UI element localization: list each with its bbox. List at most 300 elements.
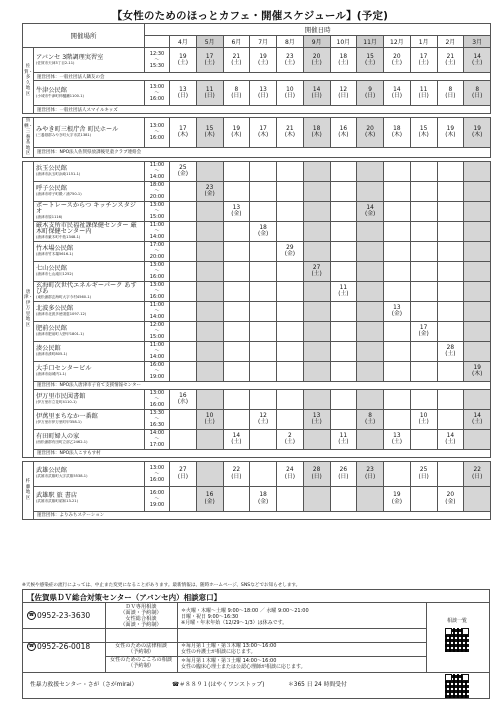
- mental-consult-label: 女性のためのこころの相談 （予約制）: [109, 657, 173, 669]
- venue-name: 七山公民館: [36, 264, 67, 272]
- page-title: 【女性のためのほっとカフェ・開催スケジュール】(予定): [111, 10, 389, 22]
- date-cell: [250, 321, 277, 341]
- operator-label: 運営団体：一般社団法人スマイルキッズ: [34, 106, 491, 114]
- date-cell: [250, 281, 277, 301]
- date-cell: 25 (日): [410, 461, 437, 486]
- venue-cell: [34, 261, 145, 281]
- date-cell: [357, 241, 384, 261]
- month-header: 1月: [410, 36, 437, 48]
- venue-cell: [34, 429, 145, 449]
- time-cell: 11:00 ～ 14:00: [145, 301, 170, 321]
- date-cell: [410, 429, 437, 449]
- dates-header: 開催日時: [145, 24, 491, 36]
- venue-header: 開催場所: [23, 24, 145, 48]
- date-cell: [330, 341, 357, 361]
- operator-label: 運営団体：よりみちステーション: [34, 511, 491, 519]
- date-cell: [303, 181, 330, 201]
- date-cell: [357, 321, 384, 341]
- date-cell: [357, 261, 384, 281]
- date-cell: [196, 281, 223, 301]
- time-cell: 13:00 ～ 16:00: [145, 261, 170, 281]
- legal-hours-info: ＊毎月第１土曜・第３木曜 13:00～16:00 女性の弁護士が相談に応じます。: [181, 643, 277, 656]
- table-row: [23, 201, 491, 221]
- date-cell: [250, 161, 277, 181]
- date-cell: 13 (金): [384, 301, 411, 321]
- date-cell: [330, 486, 357, 511]
- operator-label: 運営団体：NPO法人佐賀県放課後児童クラブ連絡会: [34, 147, 491, 157]
- date-cell: [170, 301, 197, 321]
- qr-code-icon[interactable]: [445, 628, 469, 652]
- date-cell: [330, 321, 357, 341]
- time-cell: 14:00 ～ 17:00: [145, 429, 170, 449]
- date-cell: [410, 221, 437, 241]
- venue-address: (唐津市呼子町殿ノ浦750-1): [36, 191, 82, 196]
- date-cell: [410, 161, 437, 181]
- month-header: 12月: [384, 36, 411, 48]
- date-cell: 11 (日): [196, 81, 223, 106]
- date-cell: 14 (土): [437, 429, 464, 449]
- date-cell: [223, 341, 250, 361]
- dv-consult-label: ＤＶ専用相談 （面談・予約制）: [120, 604, 162, 616]
- region-label: 杵藤地区: [23, 461, 34, 519]
- table-row: [23, 181, 491, 201]
- date-cell: [384, 161, 411, 181]
- date-cell: 15 (木): [196, 118, 223, 148]
- venue-name: みやき町三根庁舎 町民ホール: [36, 126, 119, 134]
- table-row: [23, 389, 491, 409]
- region-label: 鳥栖・三養基地区: [24, 118, 33, 156]
- date-cell: [223, 301, 250, 321]
- venue-cell: [34, 48, 145, 73]
- date-cell: [410, 486, 437, 511]
- date-cell: [250, 389, 277, 409]
- operator-label: 運営団体：NPO法人唐津市子育て支援情報センター: [34, 381, 491, 389]
- date-cell: [303, 389, 330, 409]
- date-cell: [464, 161, 491, 181]
- date-cell: [196, 201, 223, 221]
- date-cell: 26 (日): [330, 461, 357, 486]
- table-row: [23, 461, 491, 486]
- contact-title: 【佐賀県ＤＶ総合対策センター（アバンセ内）相談窓口】: [27, 593, 222, 602]
- date-cell: [464, 221, 491, 241]
- time-cell: 13:00 ～ 16:00: [145, 81, 170, 106]
- date-cell: [196, 429, 223, 449]
- date-cell: [223, 181, 250, 201]
- time-cell: 11:00 ～ 14:00: [145, 221, 170, 241]
- date-cell: 29 (金): [277, 241, 304, 261]
- date-cell: [170, 429, 197, 449]
- date-cell: [357, 221, 384, 241]
- date-cell: [464, 389, 491, 409]
- date-cell: [170, 241, 197, 261]
- qr-code-icon[interactable]: [445, 674, 469, 698]
- date-cell: 18 (土): [330, 48, 357, 73]
- date-cell: [437, 301, 464, 321]
- date-cell: [277, 161, 304, 181]
- date-cell: 16 (水): [170, 389, 197, 409]
- date-cell: 10 (土): [410, 409, 437, 429]
- date-cell: 14 (日): [384, 81, 411, 106]
- date-cell: [410, 281, 437, 301]
- date-cell: [196, 389, 223, 409]
- date-cell: 23 (日): [357, 461, 384, 486]
- date-cell: [437, 389, 464, 409]
- time-cell: 13:00 ～ 16:00: [145, 281, 170, 301]
- date-cell: [303, 221, 330, 241]
- date-cell: 18 (木): [303, 118, 330, 148]
- venue-name: 大手口センタービル: [36, 364, 92, 372]
- date-cell: [277, 409, 304, 429]
- date-cell: [303, 241, 330, 261]
- date-cell: [330, 301, 357, 321]
- date-cell: [464, 429, 491, 449]
- assault-center-name: 性暴力救援センター・さが（さがmirai）: [30, 682, 138, 688]
- date-cell: 17 (木): [170, 118, 197, 148]
- month-header: 9月: [303, 36, 330, 48]
- month-header: 2月: [437, 36, 464, 48]
- time-cell: 17:00 ～ 20:00: [145, 241, 170, 261]
- date-cell: [170, 261, 197, 281]
- date-cell: [196, 301, 223, 321]
- venue-address: (伊万里市伊万里町甲358-1): [36, 419, 82, 424]
- date-cell: 19 (土): [250, 48, 277, 73]
- date-cell: 11 (土): [330, 281, 357, 301]
- date-cell: [410, 361, 437, 381]
- venue-name: 竹木場公民館: [36, 244, 74, 252]
- date-cell: 12 (土): [250, 409, 277, 429]
- date-cell: 18 (木): [384, 118, 411, 148]
- phone-icon: ☎: [28, 644, 35, 649]
- date-cell: [330, 181, 357, 201]
- date-cell: [277, 281, 304, 301]
- date-cell: [330, 389, 357, 409]
- date-cell: [330, 409, 357, 429]
- table-row: [23, 161, 491, 181]
- table-row: [23, 321, 491, 341]
- date-cell: 19 (木): [437, 118, 464, 148]
- venue-name: 伊万里市民図書館: [36, 392, 86, 400]
- date-cell: [330, 221, 357, 241]
- date-cell: 22 (日): [223, 461, 250, 486]
- date-cell: 17 (土): [410, 48, 437, 73]
- date-cell: 13 (日): [170, 81, 197, 106]
- time-cell: 11:00 ～ 14:00: [145, 161, 170, 181]
- date-cell: [303, 301, 330, 321]
- date-cell: [437, 409, 464, 429]
- date-cell: [223, 281, 250, 301]
- date-cell: 19 (土): [170, 48, 197, 73]
- schedule-table: [22, 23, 491, 520]
- month-header: 11月: [357, 36, 384, 48]
- date-cell: [223, 221, 250, 241]
- date-cell: [357, 389, 384, 409]
- time-cell: 13:00 ～ 16:00: [145, 389, 170, 409]
- venue-cell: [34, 486, 145, 511]
- time-cell: 18:00 ～ 20:00: [145, 181, 170, 201]
- date-cell: [357, 429, 384, 449]
- venue-cell: [34, 161, 145, 181]
- month-header: 8月: [277, 36, 304, 48]
- date-cell: [437, 201, 464, 221]
- date-cell: 13 (土): [303, 409, 330, 429]
- date-cell: [384, 241, 411, 261]
- date-cell: 28 (日): [303, 461, 330, 486]
- date-cell: 23 (土): [277, 48, 304, 73]
- date-cell: [303, 361, 330, 381]
- date-cell: 13 (金): [223, 201, 250, 221]
- date-cell: [223, 486, 250, 511]
- date-cell: 18 (金): [250, 221, 277, 241]
- date-cell: [410, 389, 437, 409]
- date-cell: [357, 281, 384, 301]
- date-cell: [464, 241, 491, 261]
- table-row: [23, 361, 491, 381]
- date-cell: 2 (土): [277, 429, 304, 449]
- venue-address: (小城市牛津町柿樋瀬1100-1): [36, 93, 84, 98]
- month-header: 4月: [170, 36, 197, 48]
- date-cell: [384, 409, 411, 429]
- date-cell: [303, 161, 330, 181]
- date-cell: 20 (土): [384, 48, 411, 73]
- venue-cell: [34, 281, 145, 301]
- date-cell: 9 (日): [357, 81, 384, 106]
- date-cell: 28 (土): [437, 341, 464, 361]
- date-cell: 17 (土): [196, 48, 223, 73]
- month-header: 6月: [223, 36, 250, 48]
- date-cell: [170, 181, 197, 201]
- date-cell: [170, 321, 197, 341]
- time-cell: 16:00 ～ 19:00: [145, 486, 170, 511]
- date-cell: [277, 389, 304, 409]
- date-cell: [250, 429, 277, 449]
- assault-center-hours: ＊365 日 24 時間受付: [288, 682, 347, 688]
- date-cell: 17 (木): [250, 118, 277, 148]
- venue-cell: [34, 81, 145, 106]
- phone-number-1[interactable]: ☎ 0952-23-3630: [28, 611, 91, 620]
- venue-address: (唐津市南城内1-1): [36, 371, 67, 376]
- month-header: 5月: [196, 36, 223, 48]
- venue-name: 湊公民館: [36, 344, 61, 352]
- table-row: [23, 81, 491, 106]
- women-consult-label: 女性総合相談 （面談・予約制）: [120, 616, 162, 628]
- date-cell: [384, 261, 411, 281]
- venue-address: (東松浦郡玄海町大字今村4560-1): [36, 294, 92, 299]
- date-cell: [277, 321, 304, 341]
- date-cell: [250, 361, 277, 381]
- region-label: 佐賀・多久地区: [23, 48, 34, 114]
- date-cell: [384, 201, 411, 221]
- date-cell: [170, 221, 197, 241]
- date-cell: [330, 201, 357, 221]
- time-cell: 16:00 ～ 19:00: [145, 361, 170, 381]
- date-cell: [437, 241, 464, 261]
- consult-hours-info: ＊火曜・木曜～土曜 9:00～18:00 ／ 水曜 9:00～21:00 日曜・祝日 9:00～16:30 ※月曜・年末年始（12/29～1/3）は休みです。: [181, 608, 309, 627]
- date-cell: 18 (金): [250, 486, 277, 511]
- venue-cell: [34, 241, 145, 261]
- time-cell: 13:30 ～ 16:30: [145, 409, 170, 429]
- date-cell: 21 (土): [437, 48, 464, 73]
- date-cell: [223, 161, 250, 181]
- venue-cell: [34, 221, 145, 241]
- date-cell: [277, 261, 304, 281]
- date-cell: [223, 261, 250, 281]
- date-cell: 19 (木): [223, 118, 250, 148]
- date-cell: [357, 181, 384, 201]
- date-cell: 11 (日): [410, 81, 437, 106]
- date-cell: [170, 341, 197, 361]
- date-cell: [330, 261, 357, 281]
- date-cell: [410, 181, 437, 201]
- venue-name: 武雄公民館: [36, 467, 67, 475]
- date-cell: 13 (土): [384, 429, 411, 449]
- time-cell: 12:00 ～ 15:00: [145, 321, 170, 341]
- date-cell: [464, 281, 491, 301]
- date-cell: 16 (木): [330, 118, 357, 148]
- venue-address: (唐津市厳木町中島1348-1): [36, 234, 81, 239]
- date-cell: 11 (土): [330, 429, 357, 449]
- venue-address: (三養基郡みやき町大字市武1381): [36, 133, 92, 138]
- date-cell: [277, 361, 304, 381]
- date-cell: [223, 389, 250, 409]
- assault-center-phone[interactable]: ☎＃８８９１(はやくワンストップ): [172, 682, 265, 688]
- notice-text: ※天候や感染症の流行によっては、中止また変更になることがあります。最新情報は、随時ホームページ、SNSなどでお知らせします。: [22, 583, 301, 588]
- table-row: [23, 341, 491, 361]
- date-cell: [437, 161, 464, 181]
- time-cell: 12:30 ～ 15:30: [145, 48, 170, 73]
- mental-hours-info: ＊毎月第１木曜・第３土曜 14:00～16:00 女性の臨床心理士または公認心理師が相談に応じます。: [181, 658, 306, 671]
- date-cell: [384, 281, 411, 301]
- venue-cell: [34, 118, 145, 148]
- date-cell: [384, 321, 411, 341]
- date-cell: [464, 181, 491, 201]
- venue-cell: [34, 301, 145, 321]
- region-label: 唐津・伊万里地区: [23, 161, 34, 457]
- date-cell: [330, 161, 357, 181]
- date-cell: 17 (金): [410, 321, 437, 341]
- date-cell: [196, 261, 223, 281]
- venue-name: アバンセ 3階調理実習室: [36, 53, 104, 61]
- venue-cell: [34, 361, 145, 381]
- venue-cell: [34, 201, 145, 221]
- date-cell: [196, 361, 223, 381]
- date-cell: [464, 341, 491, 361]
- date-cell: 25 (金): [170, 161, 197, 181]
- date-cell: [410, 241, 437, 261]
- date-cell: [357, 301, 384, 321]
- date-cell: [170, 409, 197, 429]
- table-row: [23, 281, 491, 301]
- venue-address: (伊万里市立花町4110-1): [36, 399, 77, 404]
- date-cell: 19 (木): [464, 118, 491, 148]
- venue-name: 肥前公民館: [36, 324, 67, 332]
- date-cell: [223, 409, 250, 429]
- date-cell: 16 (金): [196, 486, 223, 511]
- date-cell: [330, 241, 357, 261]
- date-cell: [223, 321, 250, 341]
- date-cell: [196, 321, 223, 341]
- operator-label: 運営団体：NPO法人こすもす村: [34, 449, 491, 457]
- date-cell: 24 (日): [277, 461, 304, 486]
- date-cell: [196, 461, 223, 486]
- venue-name: 武雄駅 旅 書店: [36, 492, 78, 500]
- phone-number-2[interactable]: ☎ 0952-26-0018: [28, 642, 91, 651]
- date-cell: [250, 241, 277, 261]
- date-cell: [170, 486, 197, 511]
- phone-icon: ☎: [28, 613, 35, 618]
- date-cell: [410, 261, 437, 281]
- date-cell: [464, 301, 491, 321]
- table-row: [23, 261, 491, 281]
- venue-cell: [34, 409, 145, 429]
- date-cell: [410, 341, 437, 361]
- venue-cell: [34, 321, 145, 341]
- date-cell: 14 (金): [357, 201, 384, 221]
- date-cell: [384, 341, 411, 361]
- venue-name: 浜玉公民館: [36, 164, 67, 172]
- date-cell: [196, 161, 223, 181]
- venue-name: 有田町婦人の家: [36, 432, 80, 440]
- date-cell: [303, 321, 330, 341]
- date-cell: [464, 321, 491, 341]
- date-cell: 20 (金): [437, 486, 464, 511]
- venue-address: (唐津市竹木場5616-1): [36, 251, 74, 256]
- venue-name: ポートレースからつ キッチンスタジオ: [36, 201, 136, 215]
- date-cell: [170, 281, 197, 301]
- venue-address: (武雄市武雄町大字武雄5538-1): [36, 474, 88, 479]
- table-row: [23, 221, 491, 241]
- date-cell: [170, 201, 197, 221]
- venue-cell: [34, 181, 145, 201]
- date-cell: [357, 486, 384, 511]
- date-cell: 19 (木): [464, 361, 491, 381]
- date-cell: [196, 241, 223, 261]
- month-header: 10月: [330, 36, 357, 48]
- venue-address: (武雄市武雄町昭和13-21): [36, 499, 78, 504]
- time-cell: 13:00 ～ 16:00: [145, 118, 170, 148]
- date-cell: [384, 221, 411, 241]
- date-cell: [277, 201, 304, 221]
- venue-address: (唐津市北波多徳須恵1097-12): [36, 311, 87, 316]
- date-cell: [357, 341, 384, 361]
- date-cell: 10 (土): [196, 409, 223, 429]
- venue-name: 呼子公民館: [36, 184, 67, 192]
- date-cell: [250, 461, 277, 486]
- date-cell: [437, 281, 464, 301]
- date-cell: [437, 361, 464, 381]
- date-cell: 23 (金): [196, 181, 223, 201]
- date-cell: [303, 486, 330, 511]
- date-cell: [277, 181, 304, 201]
- date-cell: 14 (土): [223, 429, 250, 449]
- time-cell: 11:00 ～ 14:00: [145, 341, 170, 361]
- date-cell: [303, 341, 330, 361]
- date-cell: 27 (日): [170, 461, 197, 486]
- date-cell: [277, 221, 304, 241]
- legal-consult-label: 女性のための法律相談 （予約制）: [115, 643, 167, 655]
- venue-address: (唐津市浜玉町浜崎1151-1): [36, 171, 81, 176]
- date-cell: [437, 181, 464, 201]
- venue-address: (唐津市七山滝川1252): [36, 271, 74, 276]
- date-cell: [277, 341, 304, 361]
- table-row: [23, 48, 491, 73]
- date-cell: 10 (日): [277, 81, 304, 106]
- date-cell: 14 (土): [464, 48, 491, 73]
- venue-address: (西松浦郡有田町立部乙2462-1): [36, 439, 88, 444]
- table-row: [23, 429, 491, 449]
- date-cell: [330, 361, 357, 381]
- date-cell: [437, 261, 464, 281]
- date-cell: 14 (日): [303, 81, 330, 106]
